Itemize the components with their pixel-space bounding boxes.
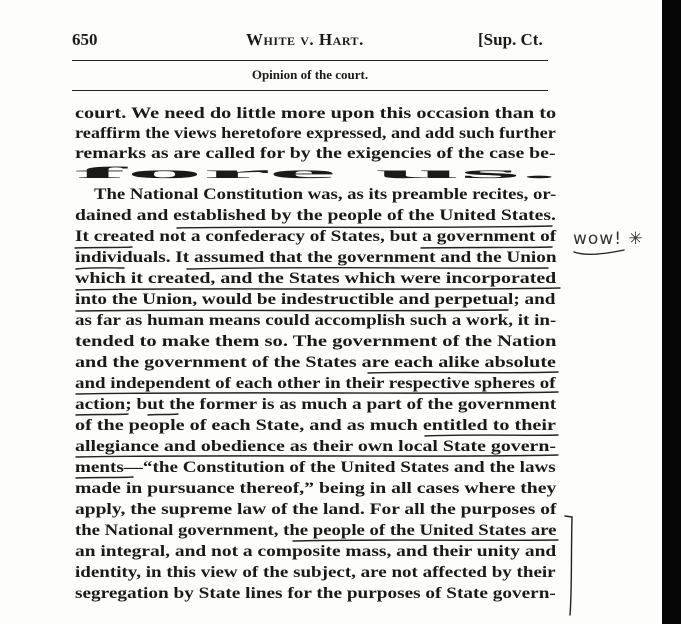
text-line: the National government, the people of the United States are: [75, 520, 557, 539]
text-line: dained and established by the people of the United States.: [75, 205, 556, 224]
margin-bracket-stroke: [565, 516, 572, 615]
text-line: of the people of each State, and as much entitled to their: [75, 415, 556, 434]
page-number: 650: [72, 30, 98, 49]
header-rule: [72, 60, 548, 61]
text-line: remarks as are called for by the exigencies of the case be-: [75, 143, 556, 162]
text-line: segregation by State lines for the purposes of State govern-: [75, 583, 556, 602]
text-line: It created not a confederacy of States, but a government of: [75, 226, 557, 245]
text-line: action; but the former is as much a part of the government: [75, 394, 557, 413]
scan-dark-edge: [662, 0, 681, 624]
text-line: made in pursuance thereof,” being in all cases where they: [75, 478, 557, 497]
section-title: Opinion of the court.: [251, 67, 369, 82]
text-line: tended to make them so. The government of the Nation: [75, 331, 557, 350]
text-line: ments—“the Constitution of the United States and the laws: [75, 457, 556, 476]
text-line: an integral, and not a composite mass, and their unity and: [75, 541, 557, 560]
text-line: into the Union, would be indestructible and perpetual; and: [75, 289, 556, 308]
text-line: The National Constitution was, as its preamble recites, or-: [94, 184, 557, 203]
text-line: reaffirm the views heretofore expressed, and add such further: [75, 123, 556, 142]
margin-note-handwritten: wow! ✳: [573, 229, 644, 249]
text-line: and independent of each other in their respective spheres of: [75, 373, 556, 392]
text-line: individuals. It assumed that the government and the Union: [75, 247, 557, 266]
text-line: apply, the supreme law of the land. For all the purposes of: [75, 499, 557, 518]
running-head-reporter: [Sup. Ct.: [478, 30, 543, 49]
section-rule: [72, 90, 548, 91]
text-line: court. We need do little more upon this occasion than to: [75, 103, 557, 122]
text-line: and the government of the States are each alike absolute: [75, 352, 556, 371]
text-line: as far as human means could accomplish such a work, it in-: [75, 310, 557, 329]
text-line: fore us.: [75, 163, 559, 182]
text-line: which it created, and the States which were incorporated: [75, 268, 557, 287]
text-line: allegiance and obedience as their own local State govern-: [75, 436, 557, 455]
text-line: identity, in this view of the subject, are not affected by their: [75, 562, 556, 581]
margin-note-underline: [574, 250, 624, 254]
running-head-case-title: White v. Hart.: [246, 30, 364, 49]
